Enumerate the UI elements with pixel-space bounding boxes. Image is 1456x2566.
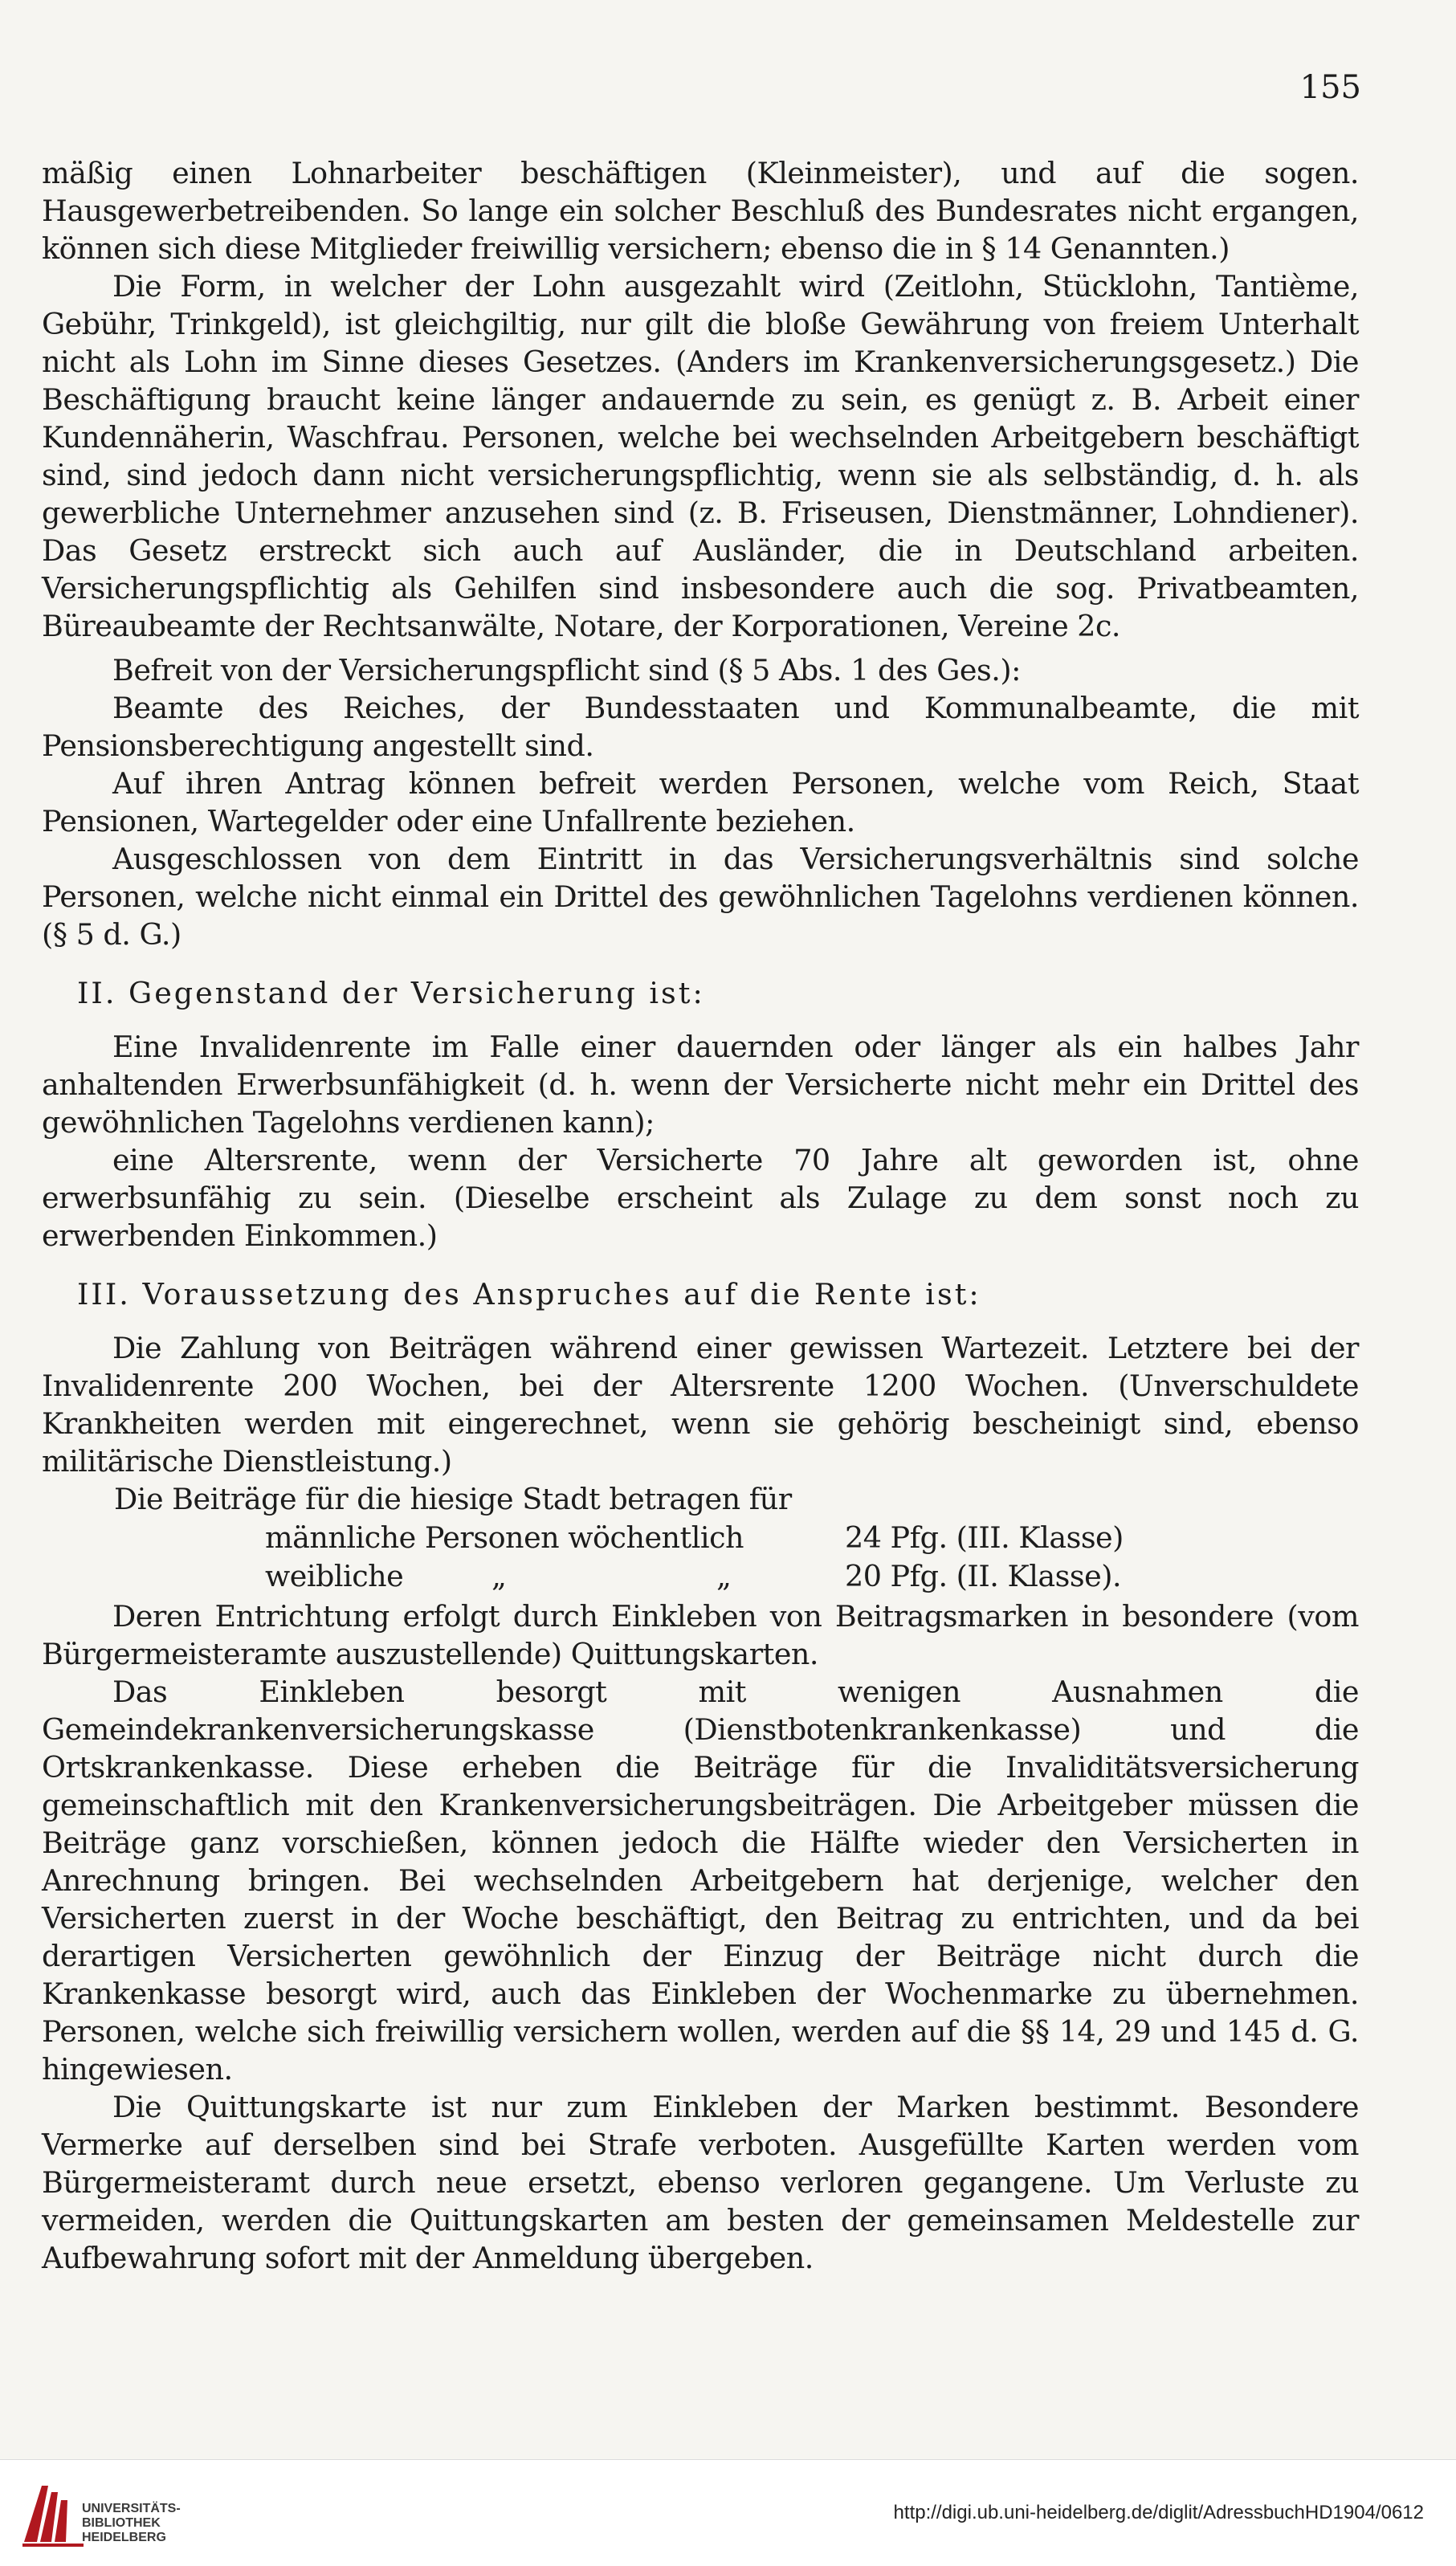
paragraph-exempt-heading: Befreit von der Versicherungspflicht sind (§ 5 Abs. 1 des Ges.): [112, 653, 1021, 687]
library-name-line: HEIDELBERG [82, 2531, 166, 2544]
paragraph-old-age-pension: eine Altersrente, wenn der Versicherte 70 Jahre alt geworden ist, ohne erwerbsunfähig zu sein. (Dieselbe erscheint als Zulage zu dem sonst noch zu erwerbenden Einkommen.) [42, 1143, 1359, 1253]
document-body [42, 154, 1359, 2277]
library-name-line: BIBLIOTHEK [82, 2516, 161, 2530]
footer-bar [0, 2459, 1456, 2566]
paragraph-stamps: Deren Entrichtung erfolgt durch Einkleben von Beitragsmarken in besondere (vom Bürgermeisteramte auszustellende) Quittungskarten. [42, 1599, 1359, 1671]
rate-female-amount: 20 Pfg. (II. Klasse). [845, 1559, 1122, 1593]
ditto-mark: „ [716, 1559, 732, 1593]
rates-intro: Die Beiträge für die hiesige Stadt betragen für [114, 1482, 792, 1516]
section-heading-ii: II. Gegenstand der Versicherung ist: [77, 976, 705, 1010]
paragraph-pasting: Das Einkleben besorgt mit wenigen Ausnahmen die Gemeindekrankenversicherungskasse (Dienstbotenkrankenkasse) und die Ortskrankenkasse. Diese erheben die Beiträge für die Invaliditätsversicherung gemeinschaftlich mit den Krankenversicherungsbeiträgen. Die Arbeitgeber müssen die Beiträge ganz vorschießen, können jedoch die Hälfte wieder den Versicherten in Anrechnung bringen. Bei wechselnden Arbeitgebern hat derjenige, welcher den Versicherten zuerst in der Woche beschäftigt, den Beitrag zu entrichten, und da bei derartigen Versicherten gewöhnlich der Einzug der Beiträge nicht durch die Krankenkasse besorgt wird, auch das Einkleben der Wochenmarke zu übernehmen. Personen, welche sich freiwillig versichern wollen, werden auf die §§ 14, 29 und 145 d. G. hingewiesen. [42, 1675, 1359, 2087]
library-name-line: UNIVERSITÄTS- [82, 2502, 181, 2515]
rate-male-amount: 24 Pfg. (III. Klasse) [845, 1520, 1124, 1555]
source-url-link[interactable]: http://digi.ub.uni-heidelberg.de/diglit/AdressbuchHD1904/0612 [893, 2502, 1424, 2523]
section-heading-iii: III. Voraussetzung des Anspruches auf die Rente ist: [77, 1277, 981, 1312]
rate-male-label: männliche Personen wöchentlich [265, 1520, 744, 1555]
page-number: 155 [1299, 69, 1361, 106]
rate-female-label: weibliche [265, 1559, 404, 1593]
ditto-mark: „ [491, 1559, 507, 1593]
paragraph-officials: Beamte des Reiches, der Bundesstaaten und Kommunalbeamte, die mit Pensionsberechtigung angestellt sind. [42, 691, 1359, 763]
paragraph-contributions: Die Zahlung von Beiträgen während einer gewissen Wartezeit. Letztere bei der Invalidenrente 200 Wochen, bei der Altersrente 1200 Wochen. (Unverschuldete Krankheiten werden mit eingerechnet, wenn sie gehörig bescheinigt sind, ebenso militärische Dienstleistung.) [42, 1331, 1359, 1479]
paragraph-continuation: mäßig einen Lohnarbeiter beschäftigen (Kleinmeister), und auf die sogen. Hausgewerbetreibenden. So lange ein solcher Beschluß des Bundesrates nicht ergangen, können sich diese Mitglieder freiwillig versichern; ebenso die in § 14 Genannten.) [42, 156, 1359, 266]
paragraph-invalid-pension: Eine Invalidenrente im Falle einer dauernden oder länger als ein halbes Jahr anhaltenden Erwerbsunfähigkeit (d. h. wenn der Versicherte nicht mehr ein Drittel des gewöhnlichen Tagelohns verdienen kann); [42, 1030, 1359, 1140]
paragraph-wage-form: Die Form, in welcher der Lohn ausgezahlt wird (Zeitlohn, Stücklohn, Tantième, Gebühr, Trinkgeld), ist gleichgiltig, nur gilt die bloße Gewährung von freiem Unterhalt nicht als Lohn im Sinne dieses Gesetzes. (Anders im Krankenversicherungsgesetz.) Die Beschäftigung braucht keine länger andauernde zu sein, es genügt z. B. Arbeit einer Kundennäherin, Waschfrau. Personen, welche bei wechselnden Arbeitgebern beschäftigt sind, sind jedoch dann nicht versicherungspflichtig, wenn sie als selbständig, d. h. als gewerbliche Unternehmer anzusehen sind (z. B. Friseusen, Dienstmänner, Lohndiener). Das Gesetz erstreckt sich auch auf Ausländer, die in Deutschland arbeiten. Versicherungspflichtig als Gehilfen sind insbesondere auch die sog. Privatbeamten, Büreaubeamte der Rechtsanwälte, Notare, der Korporationen, Vereine 2c. [42, 269, 1359, 643]
contribution-rates [42, 1480, 1359, 1597]
paragraph-excluded: Ausgeschlossen von dem Eintritt in das Versicherungsverhältnis sind solche Personen, welche nicht einmal ein Drittel des gewöhnlichen Tagelohns verdienen können. (§ 5 d. G.) [42, 842, 1359, 952]
library-name [82, 2502, 181, 2545]
paragraph-receipt-card: Die Quittungskarte ist nur zum Einkleben der Marken bestimmt. Besondere Vermerke auf derselben sind bei Strafe verboten. Ausgefüllte Karten werden vom Bürgermeisteramt durch neue ersetzt, ebenso verloren gegangene. Um Verluste zu vermeiden, werden die Quittungskarten am besten der gemeinsamen Meldestelle zur Aufbewahrung sofort mit der Anmeldung übergeben. [42, 2090, 1359, 2275]
university-library-logo-icon [16, 2476, 90, 2550]
paragraph-exempt-on-request: Auf ihren Antrag können befreit werden Personen, welche vom Reich, Staat Pensionen, Wartegelder oder eine Unfallrente beziehen. [42, 766, 1359, 838]
